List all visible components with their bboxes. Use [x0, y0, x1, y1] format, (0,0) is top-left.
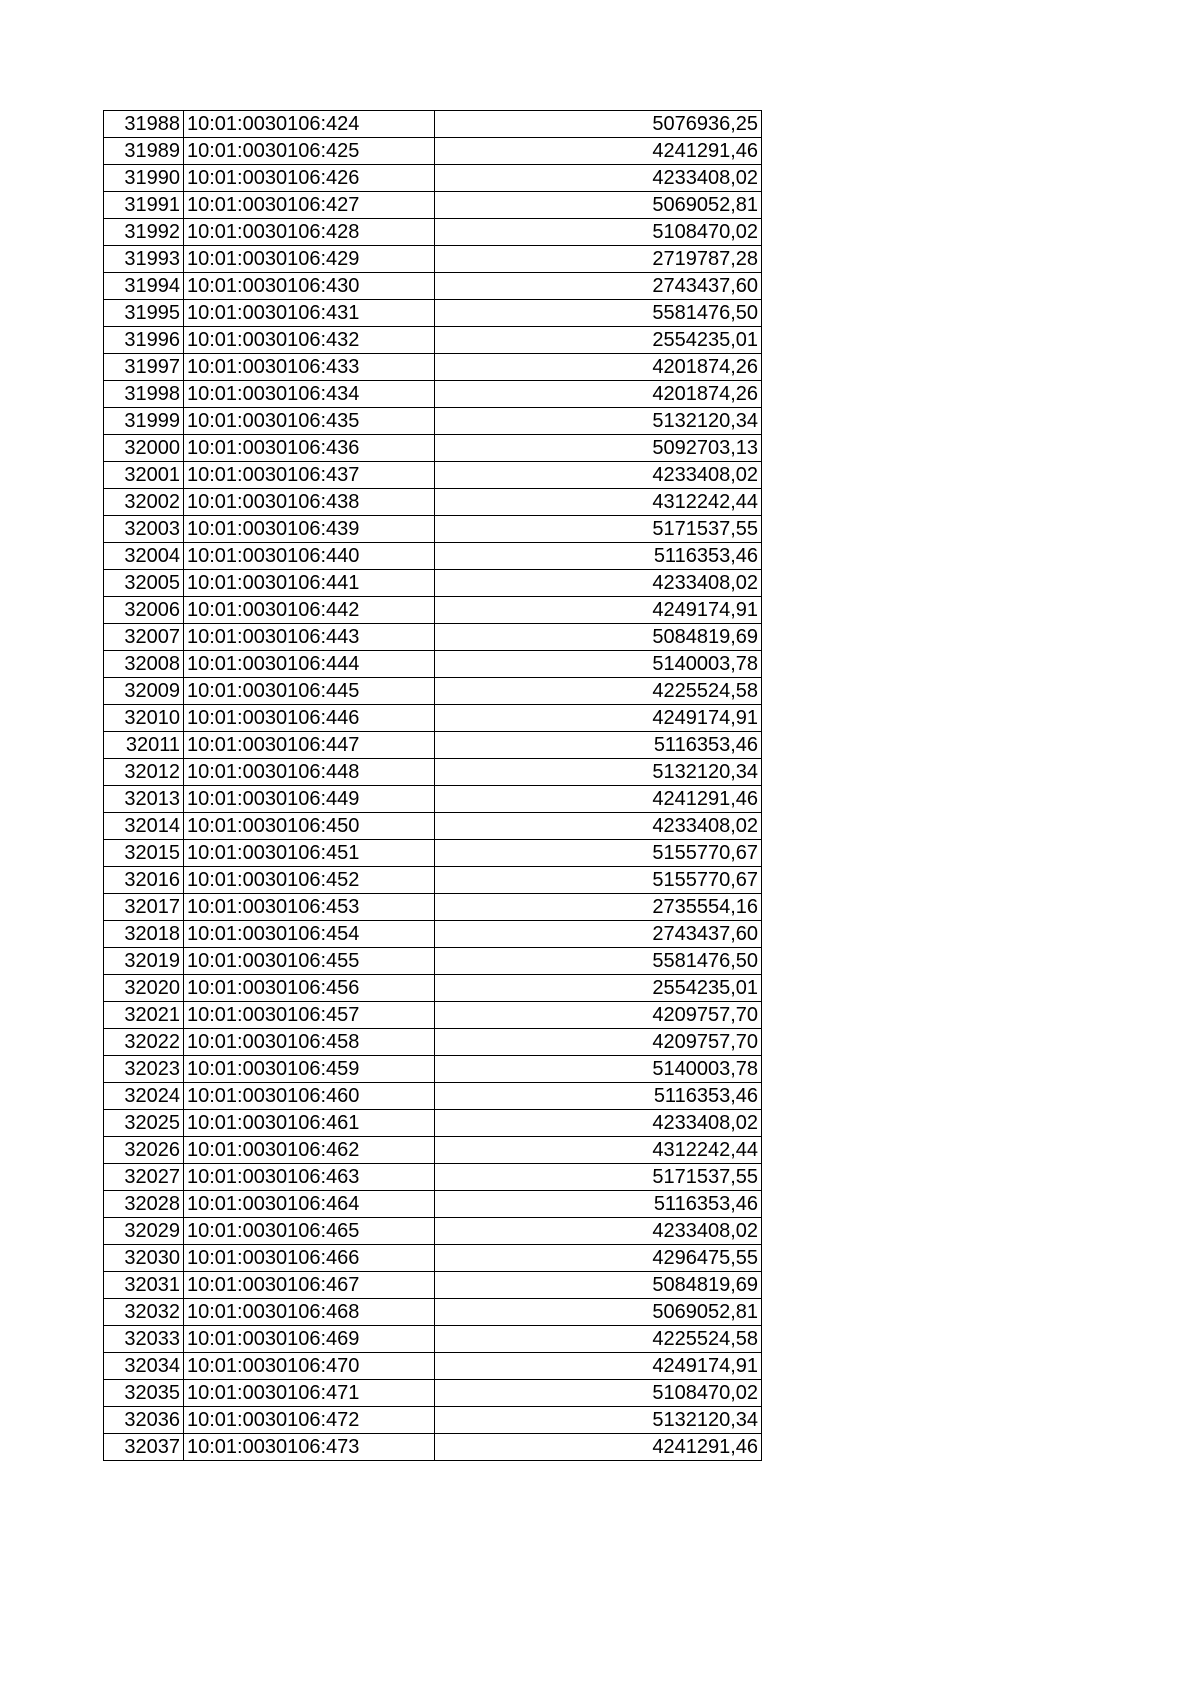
cadastral-number-cell: 10:01:0030106:465: [184, 1218, 435, 1245]
table-row: [104, 1407, 762, 1434]
value-cell: 4233408,02: [435, 570, 762, 597]
table-row: [104, 219, 762, 246]
value-cell: 4201874,26: [435, 381, 762, 408]
row-number-cell: 32010: [104, 705, 184, 732]
table-row: [104, 273, 762, 300]
value-cell: 5076936,25: [435, 111, 762, 138]
value-cell: 4225524,58: [435, 1326, 762, 1353]
value-cell: 5140003,78: [435, 651, 762, 678]
cadastral-number-cell: 10:01:0030106:472: [184, 1407, 435, 1434]
cadastral-number-cell: 10:01:0030106:436: [184, 435, 435, 462]
cadastral-number-cell: 10:01:0030106:460: [184, 1083, 435, 1110]
value-cell: 2554235,01: [435, 975, 762, 1002]
row-number-cell: 32015: [104, 840, 184, 867]
table-row: [104, 1380, 762, 1407]
cadastral-number-cell: 10:01:0030106:459: [184, 1056, 435, 1083]
table-row: [104, 786, 762, 813]
cadastral-number-cell: 10:01:0030106:458: [184, 1029, 435, 1056]
cadastral-number-cell: 10:01:0030106:473: [184, 1434, 435, 1461]
cadastral-number-cell: 10:01:0030106:462: [184, 1137, 435, 1164]
value-cell: 4233408,02: [435, 462, 762, 489]
cadastral-number-cell: 10:01:0030106:445: [184, 678, 435, 705]
cadastral-number-cell: 10:01:0030106:451: [184, 840, 435, 867]
cadastral-number-cell: 10:01:0030106:467: [184, 1272, 435, 1299]
row-number-cell: 32001: [104, 462, 184, 489]
cadastral-number-cell: 10:01:0030106:443: [184, 624, 435, 651]
cadastral-number-cell: 10:01:0030106:428: [184, 219, 435, 246]
row-number-cell: 31997: [104, 354, 184, 381]
cadastral-number-cell: 10:01:0030106:454: [184, 921, 435, 948]
cadastral-number-cell: 10:01:0030106:440: [184, 543, 435, 570]
table-row: [104, 1299, 762, 1326]
row-number-cell: 32014: [104, 813, 184, 840]
value-cell: 2743437,60: [435, 921, 762, 948]
row-number-cell: 32025: [104, 1110, 184, 1137]
row-number-cell: 32003: [104, 516, 184, 543]
value-cell: 4233408,02: [435, 1110, 762, 1137]
table-row: [104, 651, 762, 678]
row-number-cell: 31989: [104, 138, 184, 165]
table-row: [104, 1083, 762, 1110]
cadastral-number-cell: 10:01:0030106:449: [184, 786, 435, 813]
cadastral-number-cell: 10:01:0030106:427: [184, 192, 435, 219]
row-number-cell: 32000: [104, 435, 184, 462]
table-row: [104, 1002, 762, 1029]
value-cell: 4241291,46: [435, 138, 762, 165]
value-cell: 4241291,46: [435, 786, 762, 813]
cadastral-number-cell: 10:01:0030106:438: [184, 489, 435, 516]
table-row: [104, 570, 762, 597]
row-number-cell: 31992: [104, 219, 184, 246]
cadastral-number-cell: 10:01:0030106:442: [184, 597, 435, 624]
table-row: [104, 705, 762, 732]
table-row: [104, 489, 762, 516]
table-row: [104, 192, 762, 219]
table-row: [104, 111, 762, 138]
table-row: [104, 408, 762, 435]
row-number-cell: 32021: [104, 1002, 184, 1029]
row-number-cell: 32019: [104, 948, 184, 975]
table-row: [104, 921, 762, 948]
cadastral-number-cell: 10:01:0030106:469: [184, 1326, 435, 1353]
table-row: [104, 840, 762, 867]
row-number-cell: 32024: [104, 1083, 184, 1110]
value-cell: 5116353,46: [435, 732, 762, 759]
cadastral-number-cell: 10:01:0030106:432: [184, 327, 435, 354]
cadastral-number-cell: 10:01:0030106:456: [184, 975, 435, 1002]
cadastral-number-cell: 10:01:0030106:435: [184, 408, 435, 435]
row-number-cell: 31999: [104, 408, 184, 435]
table-body: [104, 111, 762, 1461]
value-cell: 5069052,81: [435, 1299, 762, 1326]
cadastral-number-cell: 10:01:0030106:433: [184, 354, 435, 381]
value-cell: 5171537,55: [435, 516, 762, 543]
row-number-cell: 32007: [104, 624, 184, 651]
row-number-cell: 32004: [104, 543, 184, 570]
row-number-cell: 32028: [104, 1191, 184, 1218]
table-row: [104, 597, 762, 624]
row-number-cell: 32037: [104, 1434, 184, 1461]
row-number-cell: 32026: [104, 1137, 184, 1164]
row-number-cell: 32012: [104, 759, 184, 786]
value-cell: 4296475,55: [435, 1245, 762, 1272]
cadastral-number-cell: 10:01:0030106:448: [184, 759, 435, 786]
table-row: [104, 1218, 762, 1245]
cadastral-number-cell: 10:01:0030106:441: [184, 570, 435, 597]
value-cell: 2743437,60: [435, 273, 762, 300]
cadastral-number-cell: 10:01:0030106:468: [184, 1299, 435, 1326]
table-row: [104, 300, 762, 327]
row-number-cell: 32006: [104, 597, 184, 624]
table-row: [104, 1245, 762, 1272]
cadastral-number-cell: 10:01:0030106:450: [184, 813, 435, 840]
row-number-cell: 32033: [104, 1326, 184, 1353]
cadastral-number-cell: 10:01:0030106:446: [184, 705, 435, 732]
row-number-cell: 32018: [104, 921, 184, 948]
value-cell: 5084819,69: [435, 1272, 762, 1299]
cadastral-number-cell: 10:01:0030106:430: [184, 273, 435, 300]
value-cell: 5116353,46: [435, 1191, 762, 1218]
cadastral-number-cell: 10:01:0030106:470: [184, 1353, 435, 1380]
value-cell: 4241291,46: [435, 1434, 762, 1461]
row-number-cell: 32036: [104, 1407, 184, 1434]
value-cell: 4312242,44: [435, 489, 762, 516]
row-number-cell: 31998: [104, 381, 184, 408]
table-row: [104, 165, 762, 192]
table-row: [104, 732, 762, 759]
row-number-cell: 32031: [104, 1272, 184, 1299]
value-cell: 5132120,34: [435, 408, 762, 435]
row-number-cell: 32029: [104, 1218, 184, 1245]
table-row: [104, 462, 762, 489]
value-cell: 2735554,16: [435, 894, 762, 921]
cadastral-number-cell: 10:01:0030106:466: [184, 1245, 435, 1272]
table-row: [104, 138, 762, 165]
value-cell: 5108470,02: [435, 219, 762, 246]
table-row: [104, 759, 762, 786]
table-row: [104, 1326, 762, 1353]
value-cell: 5155770,67: [435, 867, 762, 894]
table-row: [104, 1164, 762, 1191]
cadastral-number-cell: 10:01:0030106:463: [184, 1164, 435, 1191]
value-cell: 2719787,28: [435, 246, 762, 273]
row-number-cell: 31988: [104, 111, 184, 138]
row-number-cell: 32035: [104, 1380, 184, 1407]
row-number-cell: 32027: [104, 1164, 184, 1191]
cadastral-number-cell: 10:01:0030106:444: [184, 651, 435, 678]
value-cell: 4209757,70: [435, 1029, 762, 1056]
table-row: [104, 1434, 762, 1461]
table-row: [104, 1029, 762, 1056]
value-cell: 5581476,50: [435, 948, 762, 975]
table-row: [104, 975, 762, 1002]
table-row: [104, 1353, 762, 1380]
table-row: [104, 381, 762, 408]
table-row: [104, 894, 762, 921]
row-number-cell: 32032: [104, 1299, 184, 1326]
row-number-cell: 32011: [104, 732, 184, 759]
table-row: [104, 1137, 762, 1164]
cadastral-number-cell: 10:01:0030106:455: [184, 948, 435, 975]
row-number-cell: 32016: [104, 867, 184, 894]
table-row: [104, 948, 762, 975]
row-number-cell: 32023: [104, 1056, 184, 1083]
cadastral-number-cell: 10:01:0030106:461: [184, 1110, 435, 1137]
value-cell: 5084819,69: [435, 624, 762, 651]
table-row: [104, 516, 762, 543]
cadastral-number-cell: 10:01:0030106:424: [184, 111, 435, 138]
value-cell: 5581476,50: [435, 300, 762, 327]
value-cell: 5140003,78: [435, 1056, 762, 1083]
table-row: [104, 246, 762, 273]
table-row: [104, 867, 762, 894]
table-row: [104, 1191, 762, 1218]
table-row: [104, 624, 762, 651]
value-cell: 4312242,44: [435, 1137, 762, 1164]
row-number-cell: 32034: [104, 1353, 184, 1380]
value-cell: 4201874,26: [435, 354, 762, 381]
value-cell: 4209757,70: [435, 1002, 762, 1029]
value-cell: 4233408,02: [435, 1218, 762, 1245]
row-number-cell: 31993: [104, 246, 184, 273]
row-number-cell: 32002: [104, 489, 184, 516]
row-number-cell: 31996: [104, 327, 184, 354]
cadastral-number-cell: 10:01:0030106:429: [184, 246, 435, 273]
cadastral-number-cell: 10:01:0030106:457: [184, 1002, 435, 1029]
table-row: [104, 1272, 762, 1299]
cadastral-number-cell: 10:01:0030106:453: [184, 894, 435, 921]
value-cell: 4249174,91: [435, 1353, 762, 1380]
table-row: [104, 678, 762, 705]
value-cell: 5116353,46: [435, 1083, 762, 1110]
value-cell: 5155770,67: [435, 840, 762, 867]
table-row: [104, 435, 762, 462]
value-cell: 5069052,81: [435, 192, 762, 219]
cadastral-number-cell: 10:01:0030106:447: [184, 732, 435, 759]
value-cell: 4225524,58: [435, 678, 762, 705]
row-number-cell: 32013: [104, 786, 184, 813]
cadastral-number-cell: 10:01:0030106:439: [184, 516, 435, 543]
row-number-cell: 32005: [104, 570, 184, 597]
row-number-cell: 32017: [104, 894, 184, 921]
value-cell: 4249174,91: [435, 705, 762, 732]
row-number-cell: 31991: [104, 192, 184, 219]
cadastral-number-cell: 10:01:0030106:431: [184, 300, 435, 327]
value-cell: 5108470,02: [435, 1380, 762, 1407]
row-number-cell: 31994: [104, 273, 184, 300]
value-cell: 5132120,34: [435, 759, 762, 786]
value-cell: 5092703,13: [435, 435, 762, 462]
row-number-cell: 32022: [104, 1029, 184, 1056]
value-cell: 5116353,46: [435, 543, 762, 570]
row-number-cell: 31995: [104, 300, 184, 327]
cadastral-number-cell: 10:01:0030106:471: [184, 1380, 435, 1407]
row-number-cell: 31990: [104, 165, 184, 192]
cadastral-number-cell: 10:01:0030106:437: [184, 462, 435, 489]
cadastral-number-cell: 10:01:0030106:452: [184, 867, 435, 894]
cadastral-number-cell: 10:01:0030106:434: [184, 381, 435, 408]
value-cell: 4249174,91: [435, 597, 762, 624]
table-row: [104, 543, 762, 570]
table-row: [104, 354, 762, 381]
row-number-cell: 32030: [104, 1245, 184, 1272]
table-row: [104, 1056, 762, 1083]
row-number-cell: 32008: [104, 651, 184, 678]
value-cell: 4233408,02: [435, 165, 762, 192]
row-number-cell: 32020: [104, 975, 184, 1002]
table-row: [104, 1110, 762, 1137]
cadastral-number-cell: 10:01:0030106:425: [184, 138, 435, 165]
table-row: [104, 327, 762, 354]
row-number-cell: 32009: [104, 678, 184, 705]
value-cell: 4233408,02: [435, 813, 762, 840]
value-cell: 5171537,55: [435, 1164, 762, 1191]
table-row: [104, 813, 762, 840]
data-table: [103, 110, 762, 1461]
cadastral-number-cell: 10:01:0030106:464: [184, 1191, 435, 1218]
cadastral-number-cell: 10:01:0030106:426: [184, 165, 435, 192]
value-cell: 2554235,01: [435, 327, 762, 354]
value-cell: 5132120,34: [435, 1407, 762, 1434]
